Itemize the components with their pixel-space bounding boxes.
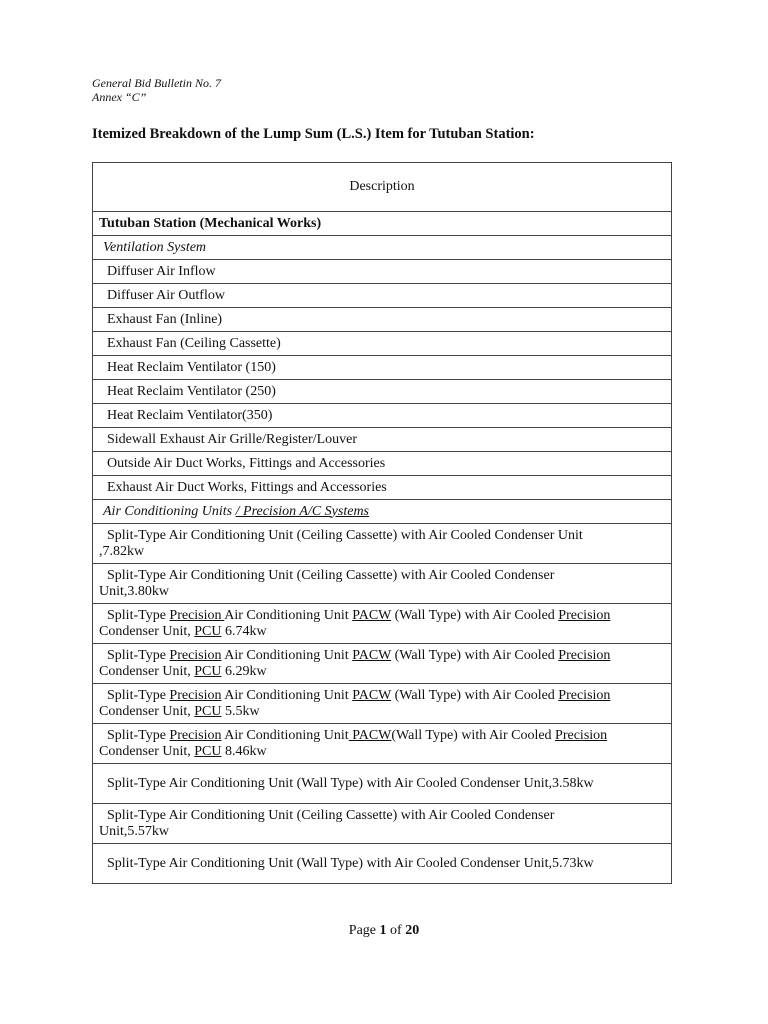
ac-heading-row <box>93 500 672 524</box>
item-cell: Diffuser Air Outflow <box>93 284 672 308</box>
item-cell <box>93 524 672 564</box>
item-line-1 <box>99 728 665 744</box>
precision-term: Precision <box>169 647 222 663</box>
precision-term: Precision <box>558 687 611 703</box>
item-cell: Heat Reclaim Ventilator (250) <box>93 380 672 404</box>
page-number: 1 <box>379 923 387 938</box>
item-cell: Exhaust Fan (Ceiling Cassette) <box>93 332 672 356</box>
precision-term: Precision <box>169 727 222 743</box>
item-cell <box>93 564 672 604</box>
item-text: Air Conditioning Unit <box>224 607 353 623</box>
item-line-2 <box>99 704 665 720</box>
ventilation-heading: Ventilation System <box>93 236 672 260</box>
item-line-2: Unit,3.80kw <box>99 583 169 599</box>
section-title: Tutuban Station (Mechanical Works) <box>93 212 672 236</box>
item-text: Split-Type <box>107 647 170 663</box>
item-cell: Exhaust Air Duct Works, Fittings and Accessories <box>93 476 672 500</box>
precision-term: Precision <box>558 607 611 623</box>
bulletin-line: General Bid Bulletin No. 7 <box>92 76 221 90</box>
item-cell <box>93 644 672 684</box>
item-cell <box>93 804 672 844</box>
document-header <box>92 76 221 104</box>
item-cell <box>93 684 672 724</box>
item-cell <box>93 764 672 804</box>
pacw-term: PACW <box>352 647 392 663</box>
table-row <box>93 356 672 380</box>
ac-heading-text: Air Conditioning Units <box>103 503 236 519</box>
table-row <box>93 476 672 500</box>
item-line-1: Split-Type Air Conditioning Unit (Wall Type) with Air Cooled Condenser Unit,3.58kw <box>107 775 594 791</box>
item-line-2: Unit,5.57kw <box>99 823 169 839</box>
item-cell <box>93 724 672 764</box>
page-total: 20 <box>405 923 420 938</box>
item-line-2 <box>99 664 665 680</box>
pacw-term: PACW <box>352 687 392 703</box>
page-footer <box>0 923 768 939</box>
item-text: 5.5kw <box>221 703 260 719</box>
table-row <box>93 332 672 356</box>
pcu-term: PCU <box>194 743 222 759</box>
item-text: Condenser Unit, <box>99 623 195 639</box>
item-cell: Sidewall Exhaust Air Grille/Register/Louver <box>93 428 672 452</box>
page-title: Itemized Breakdown of the Lump Sum (L.S.) Item for Tutuban Station: <box>92 126 535 142</box>
table-row <box>93 404 672 428</box>
item-text: 6.74kw <box>221 623 267 639</box>
item-cell: Outside Air Duct Works, Fittings and Accessories <box>93 452 672 476</box>
precision-term: Precision <box>555 727 608 743</box>
item-text: Condenser Unit, <box>99 663 195 679</box>
precision-term: Precision <box>169 687 222 703</box>
ac-heading <box>93 500 672 524</box>
ventilation-heading-row <box>93 236 672 260</box>
table-row <box>93 452 672 476</box>
item-text: 8.46kw <box>221 743 267 759</box>
section-row <box>93 212 672 236</box>
table-row <box>93 724 672 764</box>
item-line-1: Split-Type Air Conditioning Unit (Wall Type) with Air Cooled Condenser Unit,5.73kw <box>107 855 594 871</box>
item-text: (Wall Type) with Air Cooled <box>391 687 559 703</box>
item-line-1 <box>99 608 665 624</box>
item-text: (Wall Type) with Air Cooled <box>391 607 559 623</box>
pcu-term: PCU <box>194 703 222 719</box>
table-row <box>93 284 672 308</box>
table-row <box>93 604 672 644</box>
table-row <box>93 844 672 884</box>
table-row <box>93 380 672 404</box>
item-cell <box>93 844 672 884</box>
item-cell: Diffuser Air Inflow <box>93 260 672 284</box>
item-cell: Exhaust Fan (Inline) <box>93 308 672 332</box>
item-text: Condenser Unit, <box>99 743 195 759</box>
item-text: 6.29kw <box>221 663 267 679</box>
item-line-1: Split-Type Air Conditioning Unit (Ceiling Cassette) with Air Cooled Condenser <box>107 807 555 823</box>
item-line-2: ,7.82kw <box>99 543 145 559</box>
description-header: Description <box>93 163 672 212</box>
table-row <box>93 804 672 844</box>
table-row <box>93 764 672 804</box>
table-row <box>93 684 672 724</box>
item-cell: Heat Reclaim Ventilator (150) <box>93 356 672 380</box>
table-row <box>93 308 672 332</box>
table-header-row <box>93 163 672 212</box>
ac-heading-precision: / Precision A/C Systems <box>235 503 370 519</box>
of-label: of <box>386 923 406 938</box>
item-line-2 <box>99 624 665 640</box>
item-cell <box>93 604 672 644</box>
item-text: Split-Type <box>107 687 170 703</box>
pcu-term: PCU <box>194 623 222 639</box>
table-row <box>93 428 672 452</box>
item-text: Air Conditioning Unit <box>221 687 353 703</box>
item-text: (Wall Type) with Air Cooled <box>391 647 559 663</box>
pcu-term: PCU <box>194 663 222 679</box>
precision-term: Precision <box>169 607 225 623</box>
item-text: Condenser Unit, <box>99 703 195 719</box>
table-row <box>93 564 672 604</box>
breakdown-table <box>92 162 672 884</box>
precision-term: Precision <box>558 647 611 663</box>
item-line-1: Split-Type Air Conditioning Unit (Ceiling Cassette) with Air Cooled Condenser <box>107 567 555 583</box>
table-row <box>93 524 672 564</box>
item-text: Split-Type <box>107 607 170 623</box>
item-text: (Wall Type) with Air Cooled <box>391 727 556 743</box>
item-line-1 <box>99 648 665 664</box>
annex-line: Annex “C” <box>92 90 147 104</box>
pacw-term: PACW <box>352 607 392 623</box>
item-cell: Heat Reclaim Ventilator(350) <box>93 404 672 428</box>
item-text: Air Conditioning Unit <box>221 647 353 663</box>
item-text: Air Conditioning Unit <box>221 727 349 743</box>
table-row <box>93 260 672 284</box>
page-label: Page <box>348 923 380 938</box>
pacw-term: PACW <box>348 727 392 743</box>
item-line-1: Split-Type Air Conditioning Unit (Ceiling Cassette) with Air Cooled Condenser Unit <box>107 527 583 543</box>
item-text: Split-Type <box>107 727 170 743</box>
table-row <box>93 644 672 684</box>
item-line-2 <box>99 744 665 760</box>
item-line-1 <box>99 688 665 704</box>
